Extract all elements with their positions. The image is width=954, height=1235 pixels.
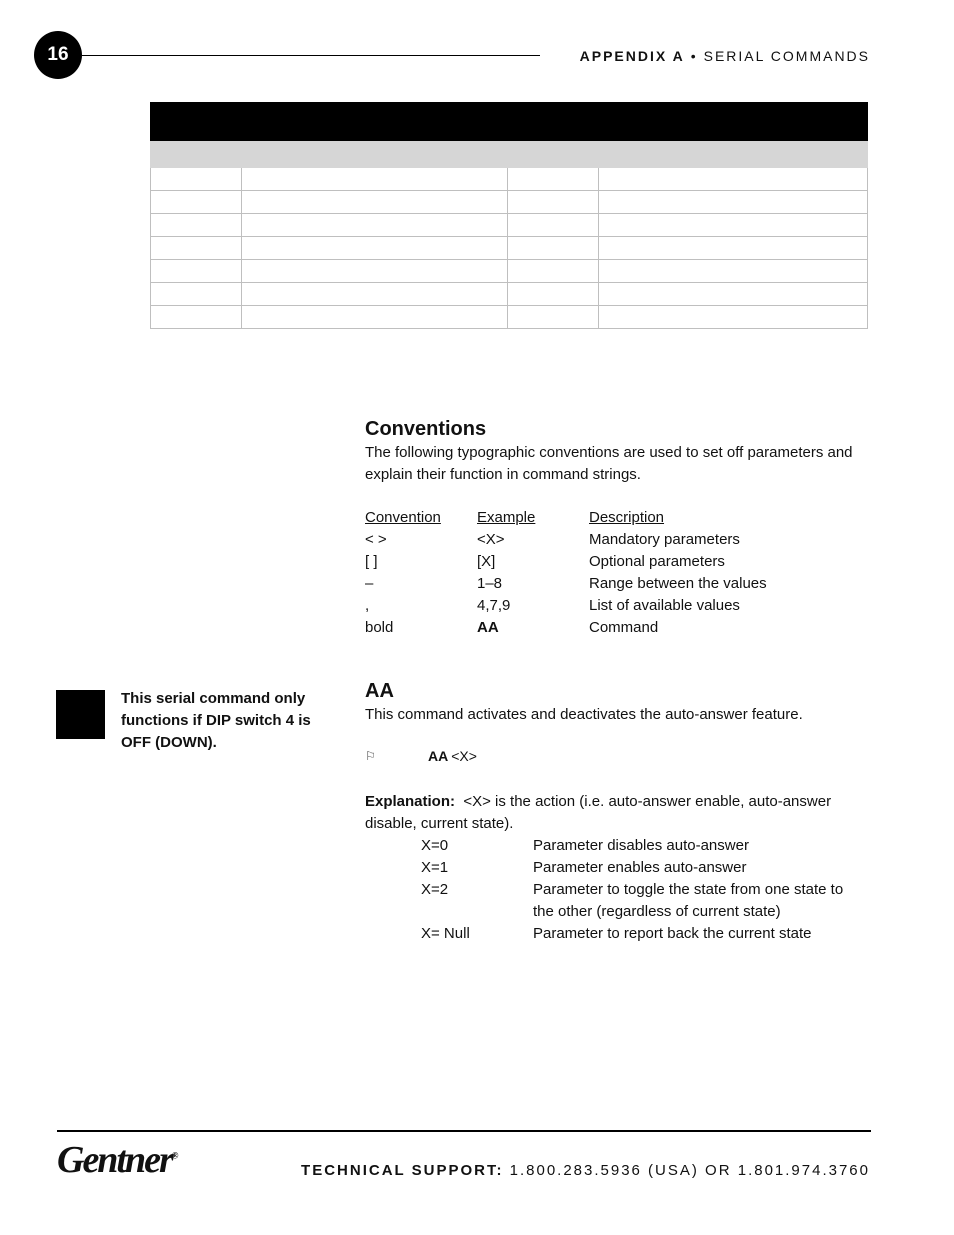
table-cell xyxy=(151,306,242,329)
table-cell xyxy=(242,306,508,329)
registered-mark: ® xyxy=(171,1150,179,1161)
support-numbers: 1.800.283.5936 (USA) OR 1.801.974.3760 xyxy=(509,1162,870,1179)
convention-cell: < > xyxy=(365,531,387,548)
conventions-table xyxy=(365,507,869,639)
technical-support xyxy=(301,1162,870,1179)
conventions-row xyxy=(365,551,869,573)
table-subheader-bar xyxy=(150,141,868,168)
parameter-description: Parameter to toggle the state from one state to the other (regardless of current state) xyxy=(533,881,844,920)
conventions-header-row xyxy=(365,507,869,529)
table-row xyxy=(151,283,868,306)
parameter-row xyxy=(421,923,868,945)
support-label: TECHNICAL SUPPORT: xyxy=(301,1162,504,1179)
description-cell: Optional parameters xyxy=(589,553,725,570)
syntax-parameter: <X> xyxy=(451,748,477,764)
conventions-row xyxy=(365,529,869,551)
description-cell: List of available values xyxy=(589,597,740,614)
table-row xyxy=(151,191,868,214)
parameter-description: Parameter to report back the current state xyxy=(533,925,812,942)
table-cell xyxy=(151,214,242,237)
table-cell xyxy=(508,168,599,191)
example-cell: AA xyxy=(477,619,499,636)
table-cell xyxy=(242,168,508,191)
example-cell: 1–8 xyxy=(477,575,503,592)
conventions-intro: The following typographic conventions are used to set off parameters and explain their function in command strings. xyxy=(365,444,853,483)
table-cell xyxy=(508,237,599,260)
command-title: AA xyxy=(365,680,394,702)
page-number: 16 xyxy=(34,31,82,79)
convention-cell: bold xyxy=(365,619,394,636)
table-row xyxy=(151,237,868,260)
explanation-label: Explanation: xyxy=(365,793,456,810)
flag-icon: ⚐ xyxy=(365,749,376,763)
table-cell xyxy=(599,306,868,329)
command-syntax xyxy=(365,748,477,764)
conventions-col-description: Description xyxy=(589,509,665,526)
table-header-bar xyxy=(150,102,868,141)
table-cell xyxy=(599,283,868,306)
empty-table xyxy=(150,102,868,329)
table-cell xyxy=(151,237,242,260)
syntax-command: AA xyxy=(428,748,449,764)
header-section-title: SERIAL COMMANDS xyxy=(703,48,870,64)
header-section-bold: APPENDIX A xyxy=(579,48,685,64)
table-cell xyxy=(242,260,508,283)
note-marker xyxy=(56,690,105,739)
conventions-row xyxy=(365,573,869,595)
convention-cell: , xyxy=(365,597,370,614)
convention-cell: [ ] xyxy=(365,553,378,570)
parameter-row xyxy=(421,857,868,879)
conventions-row xyxy=(365,617,869,639)
parameter-row xyxy=(421,879,868,923)
description-cell: Mandatory parameters xyxy=(589,531,740,548)
command-description: This command activates and deactivates the auto-answer feature. xyxy=(365,706,803,723)
table-cell xyxy=(242,283,508,306)
parameter-description: Parameter disables auto-answer xyxy=(533,837,749,854)
table-row xyxy=(151,214,868,237)
table-cell xyxy=(599,214,868,237)
table-cell xyxy=(508,214,599,237)
parameter-key: X= Null xyxy=(421,925,470,942)
description-cell: Command xyxy=(589,619,659,636)
table-cell xyxy=(242,214,508,237)
parameter-key: X=1 xyxy=(421,859,449,876)
table-cell xyxy=(242,237,508,260)
table-cell xyxy=(151,283,242,306)
parameter-description: Parameter enables auto-answer xyxy=(533,859,747,876)
table-row xyxy=(151,260,868,283)
table-row xyxy=(151,306,868,329)
parameter-key: X=2 xyxy=(421,881,449,898)
running-header xyxy=(580,48,870,64)
table-cell xyxy=(599,168,868,191)
footer-rule xyxy=(57,1130,871,1132)
table-cell xyxy=(508,283,599,306)
example-cell: 4,7,9 xyxy=(477,597,511,614)
table-cell xyxy=(242,191,508,214)
example-cell: [X] xyxy=(477,553,496,570)
conventions-col-convention: Convention xyxy=(365,509,441,526)
convention-cell: – xyxy=(365,575,374,592)
table-cell xyxy=(508,260,599,283)
conventions-col-example: Example xyxy=(477,509,536,526)
table-grid xyxy=(150,168,868,329)
table-cell xyxy=(599,237,868,260)
explanation xyxy=(365,791,860,835)
table-row xyxy=(151,168,868,191)
dip-switch-note: This serial command only functions if DIP switch 4 is OFF (DOWN). xyxy=(121,690,311,751)
parameter-row xyxy=(421,835,868,857)
gentner-logo xyxy=(57,1138,179,1182)
table-cell xyxy=(151,260,242,283)
table-cell xyxy=(508,191,599,214)
conventions-title: Conventions xyxy=(365,418,487,440)
example-cell: <X> xyxy=(477,531,505,548)
conventions-row xyxy=(365,595,869,617)
table-cell xyxy=(599,191,868,214)
parameter-table xyxy=(421,835,868,945)
header-rule xyxy=(82,55,540,56)
table-cell xyxy=(151,191,242,214)
table-cell xyxy=(599,260,868,283)
explanation-text: <X> is the action (i.e. auto-answer enable, auto-answer disable, current state). xyxy=(365,793,832,832)
table-cell xyxy=(508,306,599,329)
logo-text: Gentner xyxy=(57,1139,172,1181)
table-cell xyxy=(151,168,242,191)
header-separator: • xyxy=(690,48,698,64)
description-cell: Range between the values xyxy=(589,575,767,592)
parameter-key: X=0 xyxy=(421,837,449,854)
